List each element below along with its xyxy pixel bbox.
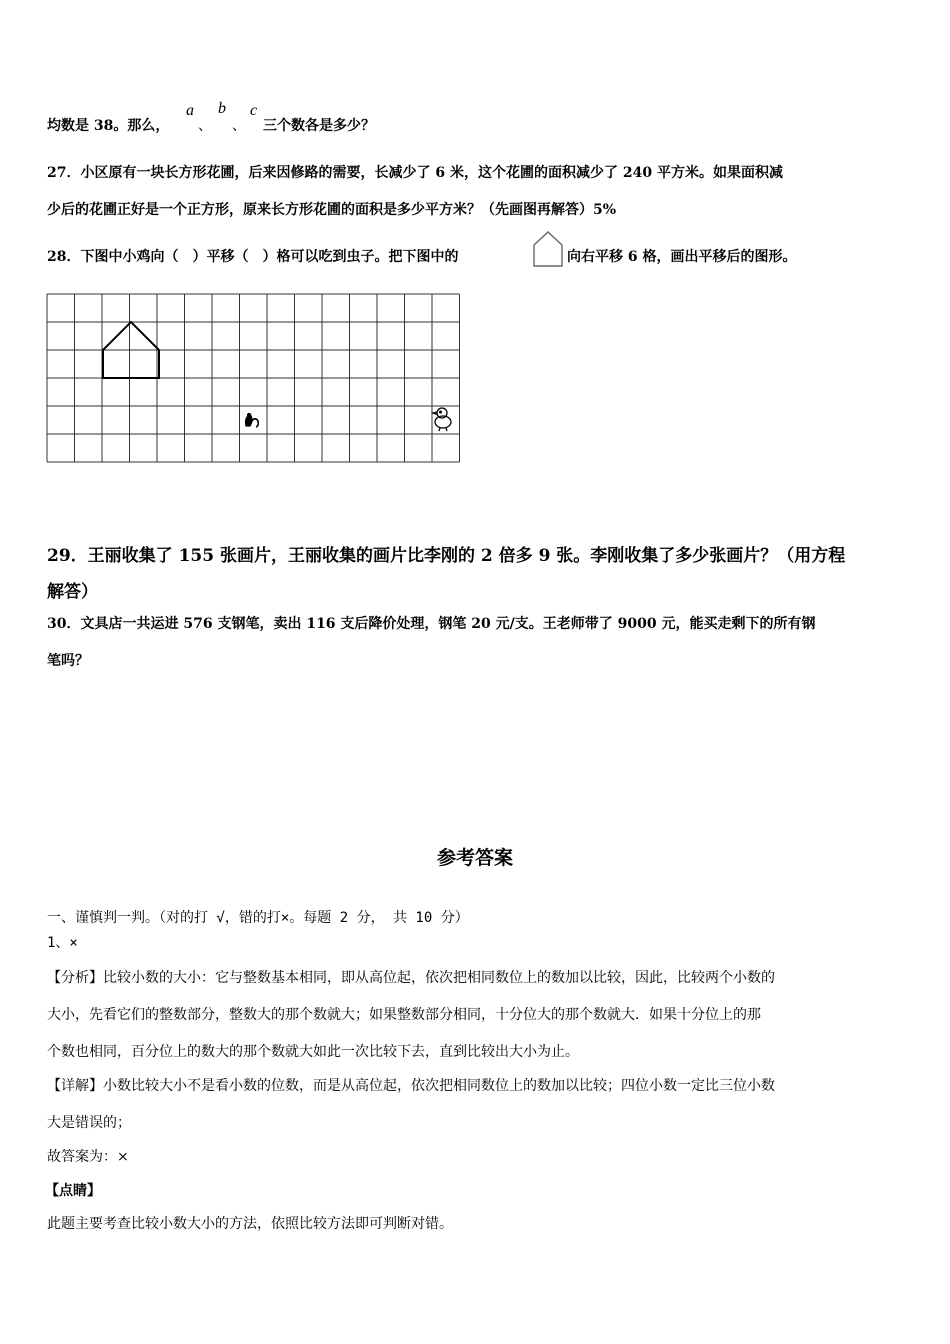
q30-line1: 30．文具店一共运进 576 支钢笔，卖出 116 支后降价处理，钢笔 20 元/支。王老师带了 9000 元，能买走剩下的所有钢 [47,616,816,632]
q26-prefix: 均数是 38。那么， [47,118,170,134]
answers-section1: 一、谨慎判一判。（对的打 √，错的打×。每题 2 分， 共 10 分） [47,910,469,926]
q29-line1: 29．王丽收集了 155 张画片，王丽收集的画片比李刚的 2 倍多 9 张。李刚收集了多少张画片？（用方程 [47,546,846,566]
q27-line2: 少后的花圃正好是一个正方形，原来长方形花圃的面积是多少平方米？（先画图再解答）5% [47,202,617,218]
q26-suffix: 三个数各是多少？ [263,118,375,134]
remark-label: 【点睛】 [45,1183,101,1199]
detail-line1: 【详解】小数比较大小不是看小数的位数，而是从高位起，依次把相同数位上的数加以比较；四位小数一定比三位小数 [47,1078,775,1094]
chick-icon [433,408,451,431]
q28-text-part1: 28．下图中小鸡向（ ）平移（ ）格可以吃到虫子。把下图中的 [47,249,459,265]
q28-text-part2: 向右平移 6 格，画出平移后的图形。 [567,249,797,265]
q27-line1: 27．小区原有一块长方形花圃，后来因修路的需要，长减少了 6 米，这个花圃的面积减少了 240 平方米。如果面积减 [47,165,783,181]
answer-conclusion: 故答案为：× [47,1149,129,1165]
analysis-line1: 【分析】比较小数的大小：它与整数基本相同，即从高位起，依次把相同数位上的数加以比较，因此，比较两个小数的 [47,970,775,986]
analysis-line3: 个数也相同，百分位上的数大的那个数就大如此一次比较下去，直到比较出大小为止。 [47,1044,579,1060]
q29-line2: 解答） [47,582,98,602]
answers-item1: 1、× [47,935,78,951]
q26-sep1: 、 [198,118,212,134]
bug-icon [246,413,259,427]
remark-text: 此题主要考查比较小数大小的方法，依照比较方法即可判断对错。 [47,1216,453,1232]
detail-line2: 大是错误的； [47,1115,131,1131]
house-shape-icon [531,230,565,268]
q26-var-c: c [250,102,258,119]
translation-grid [44,291,464,467]
analysis-line2: 大小，先看它们的整数部分，整数大的那个数就大；如果整数部分相同，十分位大的那个数就大．如果十分位上的那 [47,1007,761,1023]
q26-var-a: a [186,102,194,119]
q26-sep2: 、 [232,118,246,134]
q26-var-b: b [218,100,226,117]
q30-line2: 笔吗？ [47,653,89,669]
answers-title: 参考答案 [436,847,513,869]
